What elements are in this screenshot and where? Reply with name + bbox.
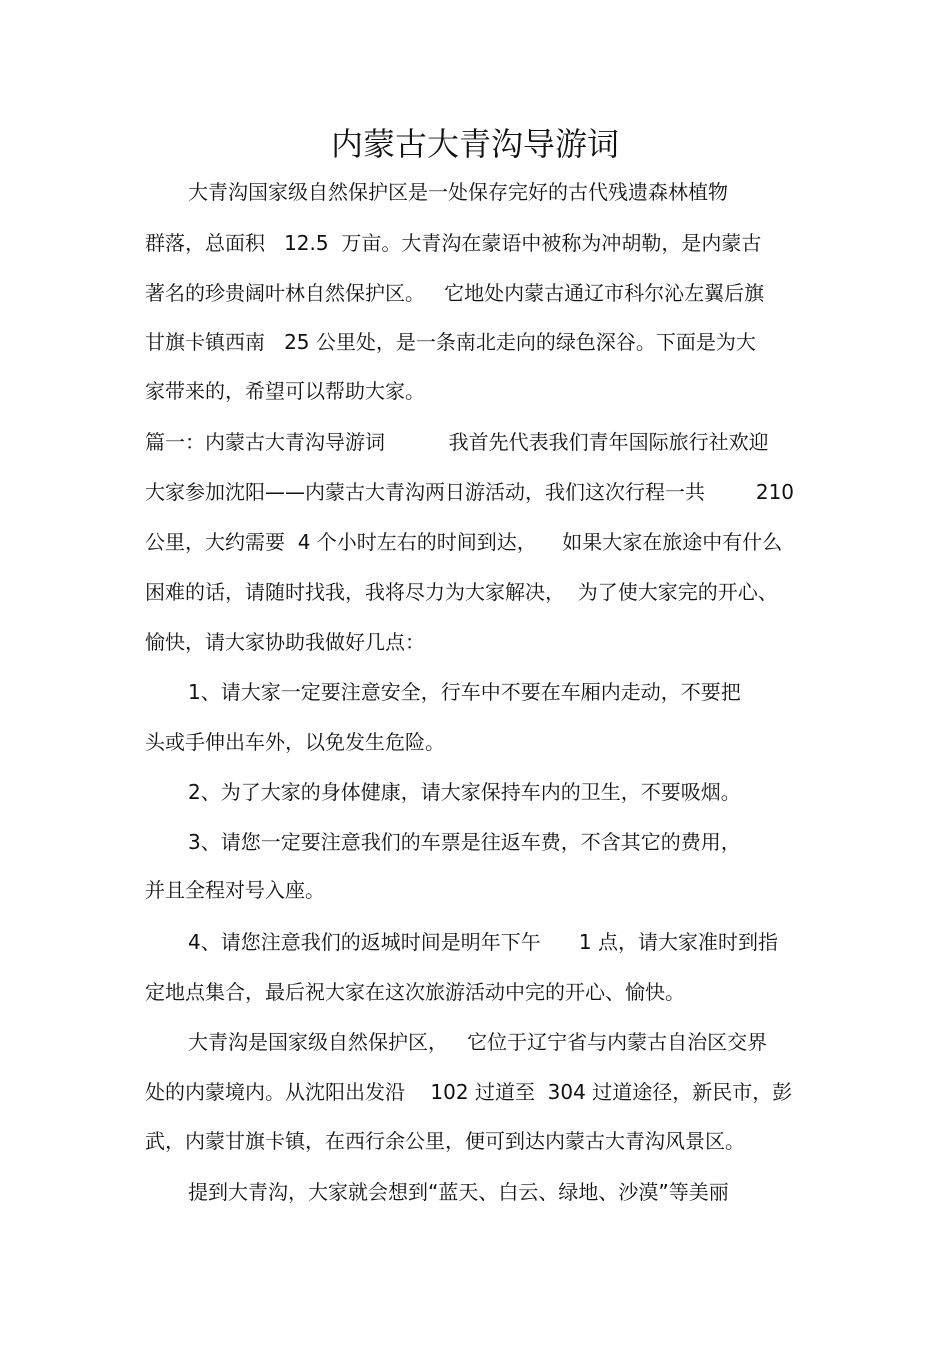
list-item-line: 定地点集合，最后祝大家在这次旅游活动中完的开心、愉快。 [145,980,685,1004]
text-line: 著名的珍贵阔叶林自然保护区。 它地处内蒙古通辽市科尔沁左翼后旗 [145,281,765,305]
text-line: 愉快，请大家协助我做好几点： [145,630,425,654]
list-item-line: 2、为了大家的身体健康，请大家保持车内的卫生，不要吸烟。 [188,780,741,804]
text-line: 武，内蒙甘旗卡镇，在西行余公里，便可到达内蒙古大青沟风景区。 [145,1129,745,1153]
text-line: 大青沟国家级自然保护区是一处保存完好的古代残遗森林植物 [188,180,728,204]
document-title: 内蒙古大青沟导游词 [330,125,619,163]
text-line: 困难的话，请随时找我，我将尽力为大家解决， 为了使大家完的开心、 [145,580,778,604]
list-item-line: 3、请您一定要注意我们的车票是往返车费，不含其它的费用， [188,830,741,854]
text-line: 大青沟是国家级自然保护区， 它位于辽宁省与内蒙古自治区交界 [188,1030,768,1054]
text-line: 处的内蒙境内。从沈阳出发沿 102 过道至 304 过道途径，新民市，彭 [145,1080,793,1104]
list-item-line: 1、请大家一定要注意安全，行车中不要在车厢内走动，不要把 [188,680,741,704]
text-line: 公里，大约需要 4 个小时左右的时间到达， 如果大家在旅途中有什么 [145,530,783,554]
text-line: 家带来的，希望可以帮助大家。 [145,379,425,403]
list-item-line: 头或手伸出车外，以免发生危险。 [145,730,445,754]
text-line: 篇一：内蒙古大青沟导游词 我首先代表我们青年国际旅行社欢迎 [145,430,769,454]
text-line: 甘旗卡镇西南 25 公里处，是一条南北走向的绿色深谷。下面是为大 [145,330,756,354]
list-item-line: 并且全程对号入座。 [145,878,325,902]
text-line: 大家参加沈阳——内蒙古大青沟两日游活动，我们这次行程一共 210 [145,480,795,504]
text-line: 提到大青沟，大家就会想到“蓝天、白云、绿地、沙漠”等美丽 [188,1180,729,1204]
text-line: 群落，总面积 12.5 万亩。大青沟在蒙语中被称为冲胡勒，是内蒙古 [145,231,762,255]
list-item-line: 4、请您注意我们的返城时间是明年下午 1 点，请大家准时到指 [188,930,778,954]
